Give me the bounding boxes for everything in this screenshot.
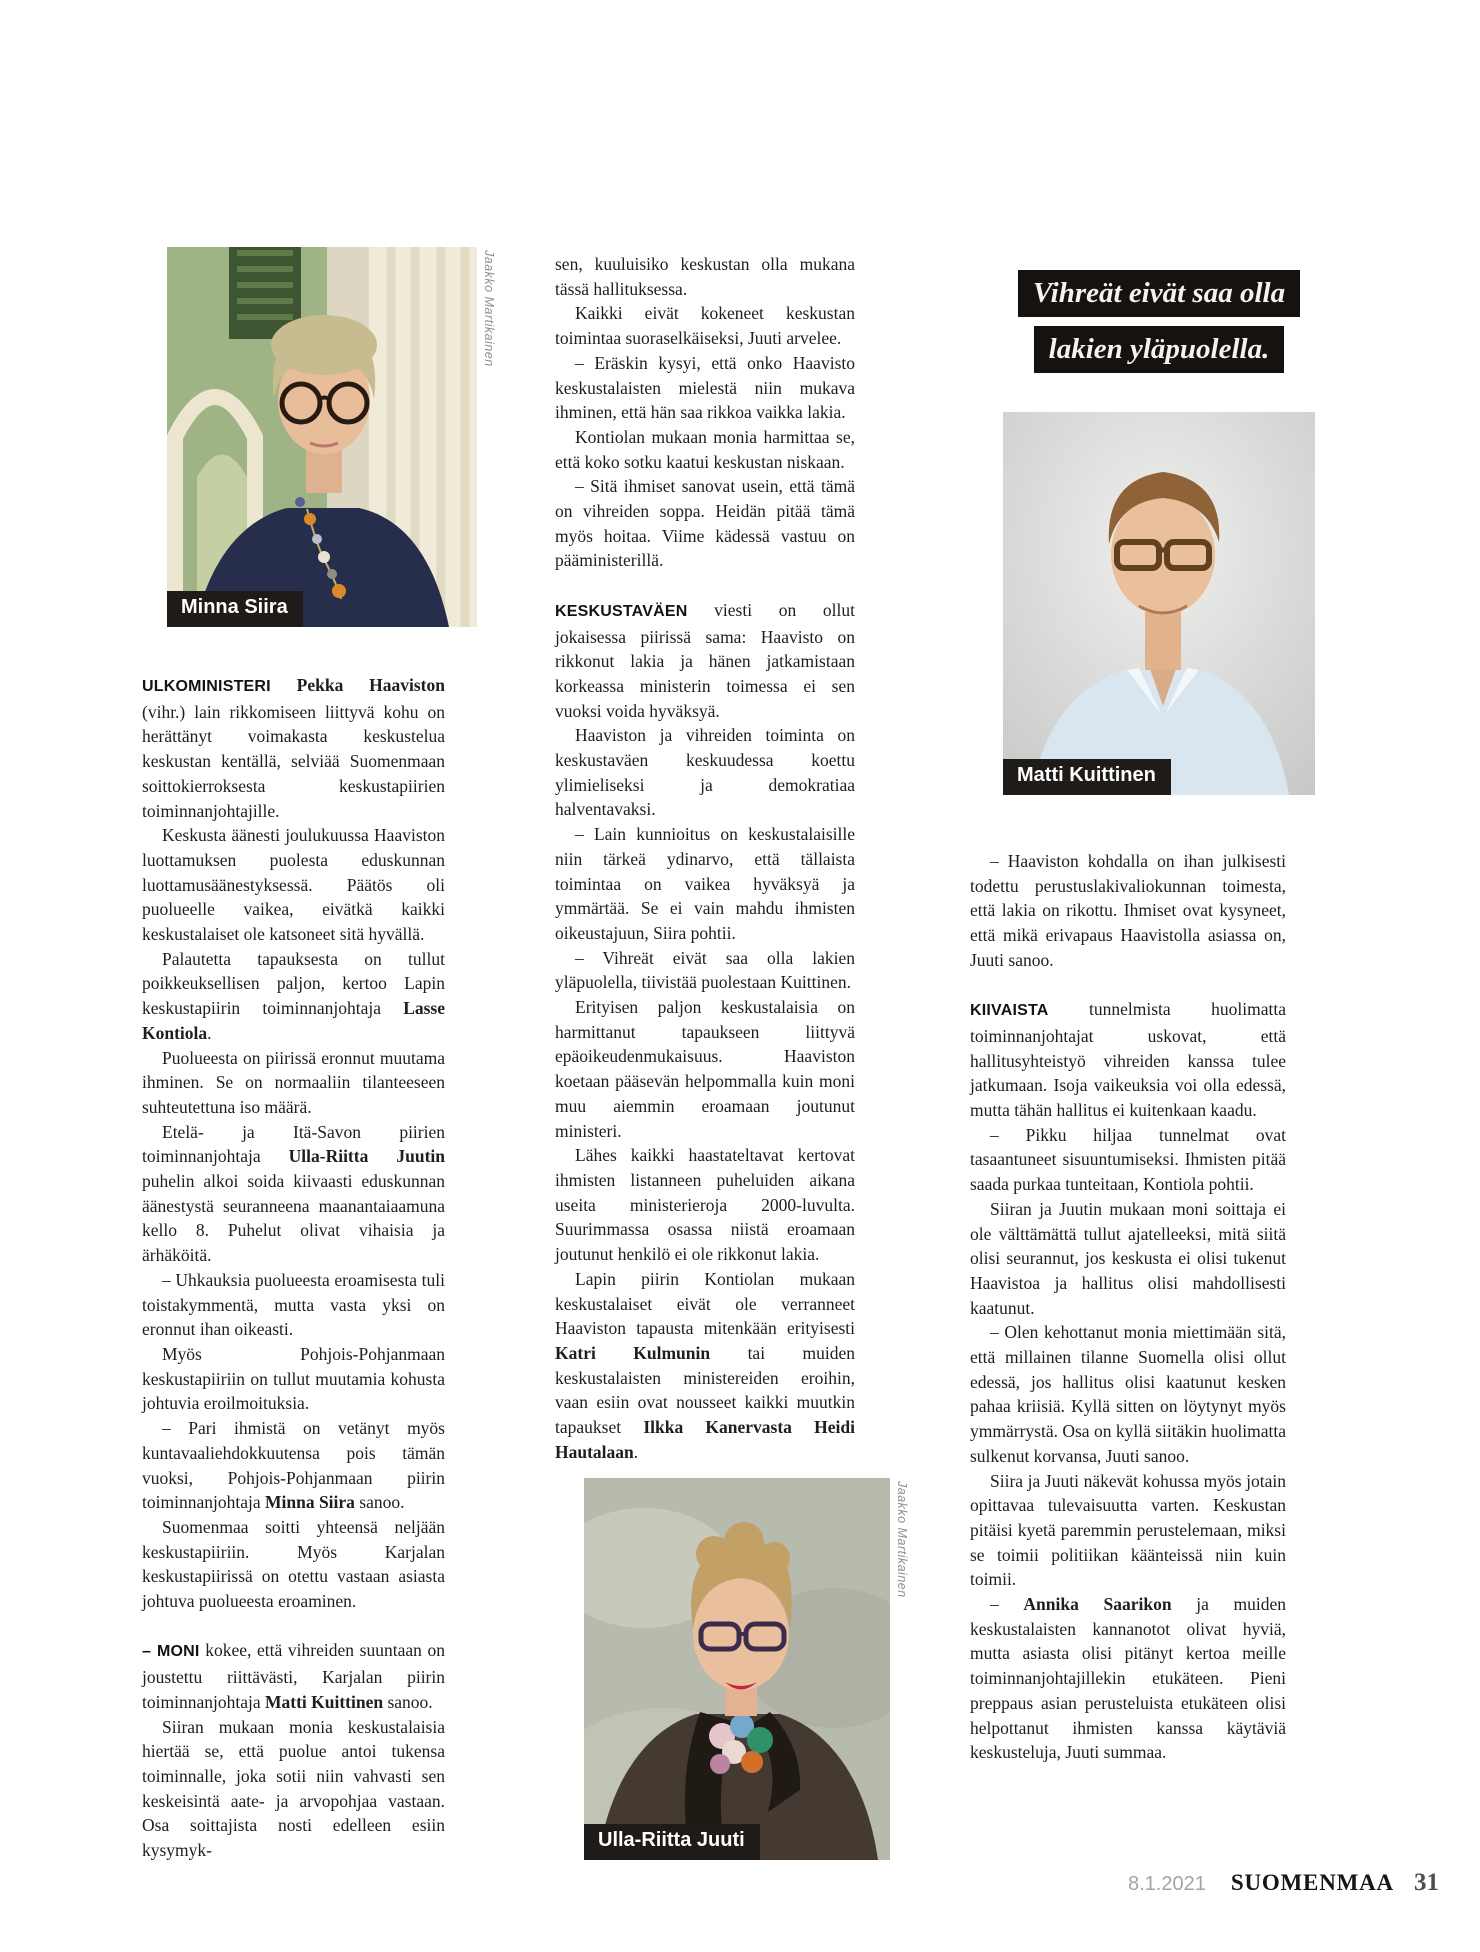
footer-date: 8.1.2021 <box>1128 1873 1206 1895</box>
footer-page-number: 31 <box>1413 1869 1439 1896</box>
text-run: Palautetta tapauksesta on tullut poikkeuksellisen paljon, kertoo Lapin keskustapiirin toiminnanjohtaja <box>142 948 445 1019</box>
article-paragraph <box>970 1123 1286 1197</box>
article-paragraph <box>970 997 1286 1123</box>
text-run: Erityisen paljon keskustalaisia on harmittanut tapaukseen liittyvä epäoikeudenmukaisuus. Haaviston koetaan pääsevän helpommalla kuin moni muu aiemmin eroamaan joutunut ministeri. <box>555 997 855 1141</box>
text-run: Katri Kulmunin <box>555 1342 711 1363</box>
article-paragraph <box>142 1046 445 1120</box>
article-column-2-wrapper <box>555 252 909 1860</box>
text-run: puhelin alkoi soida kiivaasti eduskunnan äänestystä seuranneena maanantaiaamuna kello 8. Puhelut olivat vihaisia ja ärhäköitä. <box>142 1171 445 1266</box>
article-paragraph <box>142 1638 445 1714</box>
article-paragraph <box>555 723 855 822</box>
photo-caption-matti: Matti Kuittinen <box>1003 759 1171 795</box>
article-paragraph <box>555 1143 855 1267</box>
text-run: – Olen kehottanut monia miettimään sitä, että millainen tilanne Suomella olisi ollut edessä, jos hallitus olisi kaatunut kesken pahaa kriisiä. Kyllä sitten on löytynyt myös ymmärrystä. Osa on kyllä siitäkin huolimatta sulkenut korvansa, Juuti sanoo. <box>970 1322 1286 1466</box>
text-run: Kaikki eivät kokeneet keskustan toimintaa suoraselkäiseksi, Juuti arvelee. <box>555 303 855 349</box>
article-paragraph <box>970 1320 1286 1468</box>
pullquote <box>1003 270 1315 373</box>
pullquote-line-1: Vihreät eivät saa olla <box>1018 270 1300 317</box>
text-run: – Vihreät eivät saa olla lakien yläpuolella, tiivistää puolestaan Kuittinen. <box>555 947 855 993</box>
article-paragraph <box>555 598 855 724</box>
ulla-riitta-juuti-photo <box>584 1478 909 1860</box>
text-run: – Pari ihmistä on vetänyt myös kuntavaaliehdokkuutensa pois tämän vuoksi, Pohjois-Pohjanmaan piirin toiminnanjohtaja <box>142 1418 445 1513</box>
text-run: sen, kuuluisiko keskustan olla mukana tässä hallituksessa. <box>555 254 855 299</box>
article-paragraph <box>142 823 445 947</box>
photo-credit-minna: Jaakko Martikainen <box>482 250 496 367</box>
article-paragraph <box>970 1469 1286 1593</box>
article-paragraph <box>970 1592 1286 1765</box>
text-run: Pekka Haaviston <box>296 675 445 695</box>
article-paragraph <box>555 351 855 425</box>
article-paragraph <box>555 822 855 946</box>
text-run: Ilkka Kanervasta Heidi Hautalaan <box>555 1417 855 1462</box>
text-run: sanoo. <box>354 1492 405 1513</box>
minna-siira-portrait-illustration <box>167 247 477 627</box>
article-paragraph <box>142 673 445 823</box>
article-paragraph <box>142 947 445 1046</box>
text-run: – Uhkauksia puolueesta eroamisesta tuli toistakymmentä, mutta vasta yksi on eronnut ihan oikeasti. <box>142 1269 445 1340</box>
minna-siira-photo <box>167 247 496 627</box>
text-run: – Lain kunnioitus on keskustalaisille niin tärkeä ydinarvo, että tällaista toimintaa on vaikea hyväksyä ja ymmärtää. Se ei vain mahdu ihmisten oikeustajuun, Siira pohtii. <box>555 824 855 943</box>
text-run: viesti on ollut jokaisessa piirissä sama: Haavisto on rikkonut lakia ja hänen jatkamistaan korkeassa ministerin toimessa ei sen vuoksi voida hyväksyä. <box>555 599 855 721</box>
text-run: Keskusta äänesti joulukuussa Haaviston luottamuksen puolesta eduskunnan luottamusäänestyksessä. Päätös oli puolueelle vaikea, eivätkä kaikki keskustalaiset ole katsoneet sitä hyvällä. <box>142 825 445 945</box>
article-paragraph <box>142 1715 445 1863</box>
footer-publication-name: SUOMENMAA <box>1230 1870 1394 1895</box>
text-run: Lapin piirin Kontiolan mukaan keskustalaiset eivät ole verranneet Haaviston tapausta mitenkään erityisesti <box>555 1268 855 1339</box>
article-paragraph <box>142 1120 445 1268</box>
text-run: (vihr.) lain rikkomiseen liittyvä kohu on herättänyt voimakasta keskustelua keskustan kentällä, selviää Suomenmaan soittokierroksesta keskustapiirien toiminnanjohtajille. <box>142 701 445 821</box>
article-paragraph <box>555 474 855 573</box>
matti-kuittinen-photo <box>1003 412 1315 795</box>
text-run: . <box>633 1441 639 1462</box>
article-paragraph <box>555 425 855 474</box>
text-run: sanoo. <box>383 1691 433 1712</box>
article-paragraph <box>970 1197 1286 1321</box>
article-column-3 <box>970 849 1286 1765</box>
article-paragraph <box>142 1268 445 1342</box>
text-run: . <box>207 1022 212 1043</box>
article-paragraph <box>555 252 855 301</box>
text-run: – Pikku hiljaa tunnelmat ovat tasaantuneet sisuuntumiseksi. Ihmisten pitää saada purkaa tunteitaan, Kontiola pohtii. <box>970 1124 1286 1195</box>
page-footer <box>1128 1869 1439 1897</box>
text-run: Puolueesta on piirissä eronnut muutama ihminen. Se on normaaliin tilanteeseen suhteutettuna iso määrä. <box>142 1047 445 1117</box>
article-paragraph <box>555 301 855 350</box>
text-run: Kontiolan mukaan monia harmittaa se, että koko sotku kaatui keskustan niskaan. <box>555 426 855 472</box>
article-paragraph <box>142 1342 445 1416</box>
text-run: Minna Siira <box>264 1492 355 1513</box>
paragraph-lead-in: ULKOMINISTERI <box>142 678 271 695</box>
text-run: Haaviston ja vihreiden toiminta on keskustaväen keskuudessa koettu ylimieliseksi ja demokratiaa halventavaksi. <box>555 725 855 820</box>
text-run: Siiran mukaan monia keskustalaisia hiertää se, että puolue antoi tukensa toiminnalle, joka sotii niin vahvasti sen keskeisintä aate- ja arvopohjaa vastaan. Osa soittajista nosti edelleen esiin kysymyk- <box>142 1716 445 1861</box>
text-run: tunnelmista huolimatta toiminnanjohtajat uskovat, että hallitusyhteistyö vihreiden kanssa tulee jatkumaan. Isoja vaikeuksia voi olla edessä, mutta tähän hallitus ei kuitenkaan kaadu. <box>970 999 1286 1121</box>
photo-caption-ulla: Ulla-Riitta Juuti <box>584 1824 760 1860</box>
text-run: Siiran ja Juutin mukaan moni soittaja ei ole välttämättä tullut ajatelleeksi, mitä siitä olisi seurannut, jos keskusta ei olisi tukenut Haavistoa ja hallitus olisi mahdollisesti kaatunut. <box>970 1198 1286 1318</box>
text-run: Matti Kuittinen <box>264 1691 384 1712</box>
article-paragraph <box>555 1267 855 1465</box>
text-run: kokee, että vihreiden suuntaan on joustettu riittävästi, Karjalan piirin toiminnanjohtaja <box>142 1640 445 1712</box>
text-run: Lasse Kontiola <box>142 998 445 1043</box>
text-run: – Haaviston kohdalla on ihan julkisesti todettu perustuslakivaliokunnan toimesta, että lakia on rikottu. Ihmiset ovat kysyneet, että mikä erivapaus Haavistolla asiassa on, Juuti sanoo. <box>970 851 1286 970</box>
text-run: Etelä- ja Itä-Savon piirien toiminnanjohtaja <box>142 1121 445 1167</box>
text-run <box>271 675 297 695</box>
article-paragraph <box>142 1515 445 1614</box>
text-run: – <box>990 1594 1024 1615</box>
photo-credit-ulla: Jaakko Martikainen <box>895 1481 909 1599</box>
paragraph-lead-in: KIIVAISTA <box>970 1002 1049 1020</box>
text-run: Suomenmaa soitti yhteensä neljään keskustapiiriin. Myös Karjalan keskustapiirissä on otettu vastaan asiasta johtuva puolueesta eroaminen. <box>142 1516 445 1612</box>
pullquote-line-2: lakien yläpuolella. <box>1034 326 1285 373</box>
text-run: ja muiden keskustalaisten kannanotot olivat hyviä, mutta asiasta olisi pitänyt kertoa meille toiminnanjohtajillekin etukäteen. Pieni preppaus asian perusteluista etukäteen olisi helpottanut ihmisten kanssa käytäviä keskusteluja, Juuti summaa. <box>970 1594 1287 1763</box>
text-run: – Sitä ihmiset sanovat usein, että tämä on vihreiden soppa. Heidän pitää tämä myös hoitaa. Viime kädessä vastuu on pääministerillä. <box>555 476 855 571</box>
article-column-1 <box>142 673 445 1863</box>
text-run: tai muiden keskustalaisten ministereiden eroihin, vaan esiin ovat nousseet kaikki muutkin tapaukset <box>555 1342 856 1438</box>
photo-caption-minna: Minna Siira <box>167 591 303 627</box>
paragraph-lead-in: – MONI <box>142 1643 200 1661</box>
text-run: – Eräskin kysyi, että onko Haavisto keskustalaisten mielestä niin mukava ihminen, että hän saa rikkoa vaikka lakia. <box>555 352 855 423</box>
text-run: Annika Saarikon <box>1023 1594 1172 1615</box>
article-paragraph <box>142 1416 445 1515</box>
article-paragraph <box>555 946 855 995</box>
article-column-2 <box>555 252 855 1464</box>
matti-kuittinen-portrait-illustration <box>1003 412 1315 795</box>
text-run: Myös Pohjois-Pohjanmaan keskustapiiriin on tullut muutamia kohusta johtuvia eroilmoituksia. <box>142 1343 445 1414</box>
ulla-riitta-juuti-portrait-illustration <box>584 1478 890 1860</box>
text-run: Lähes kaikki haastateltavat kertovat ihmisten listanneen puheluiden aikana useita ministerieroja 2000-luvulta. Suurimmassa osassa niistä eroamaan joutunut henkilö ei ole rikkonut lakia. <box>555 1145 855 1265</box>
paragraph-lead-in: KESKUSTAVÄEN <box>555 602 688 620</box>
text-run: Siira ja Juuti näkevät kohussa myös jotain opittavaa tulevaisuutta varten. Keskustan pitäisi kyetä paremmin perustelemaan, miksi se toimii politiikan käänteissä niin kuin toimii. <box>970 1470 1286 1590</box>
article-paragraph <box>970 849 1286 973</box>
article-paragraph <box>555 995 855 1143</box>
text-run: Ulla-Riitta Juutin <box>288 1146 445 1167</box>
